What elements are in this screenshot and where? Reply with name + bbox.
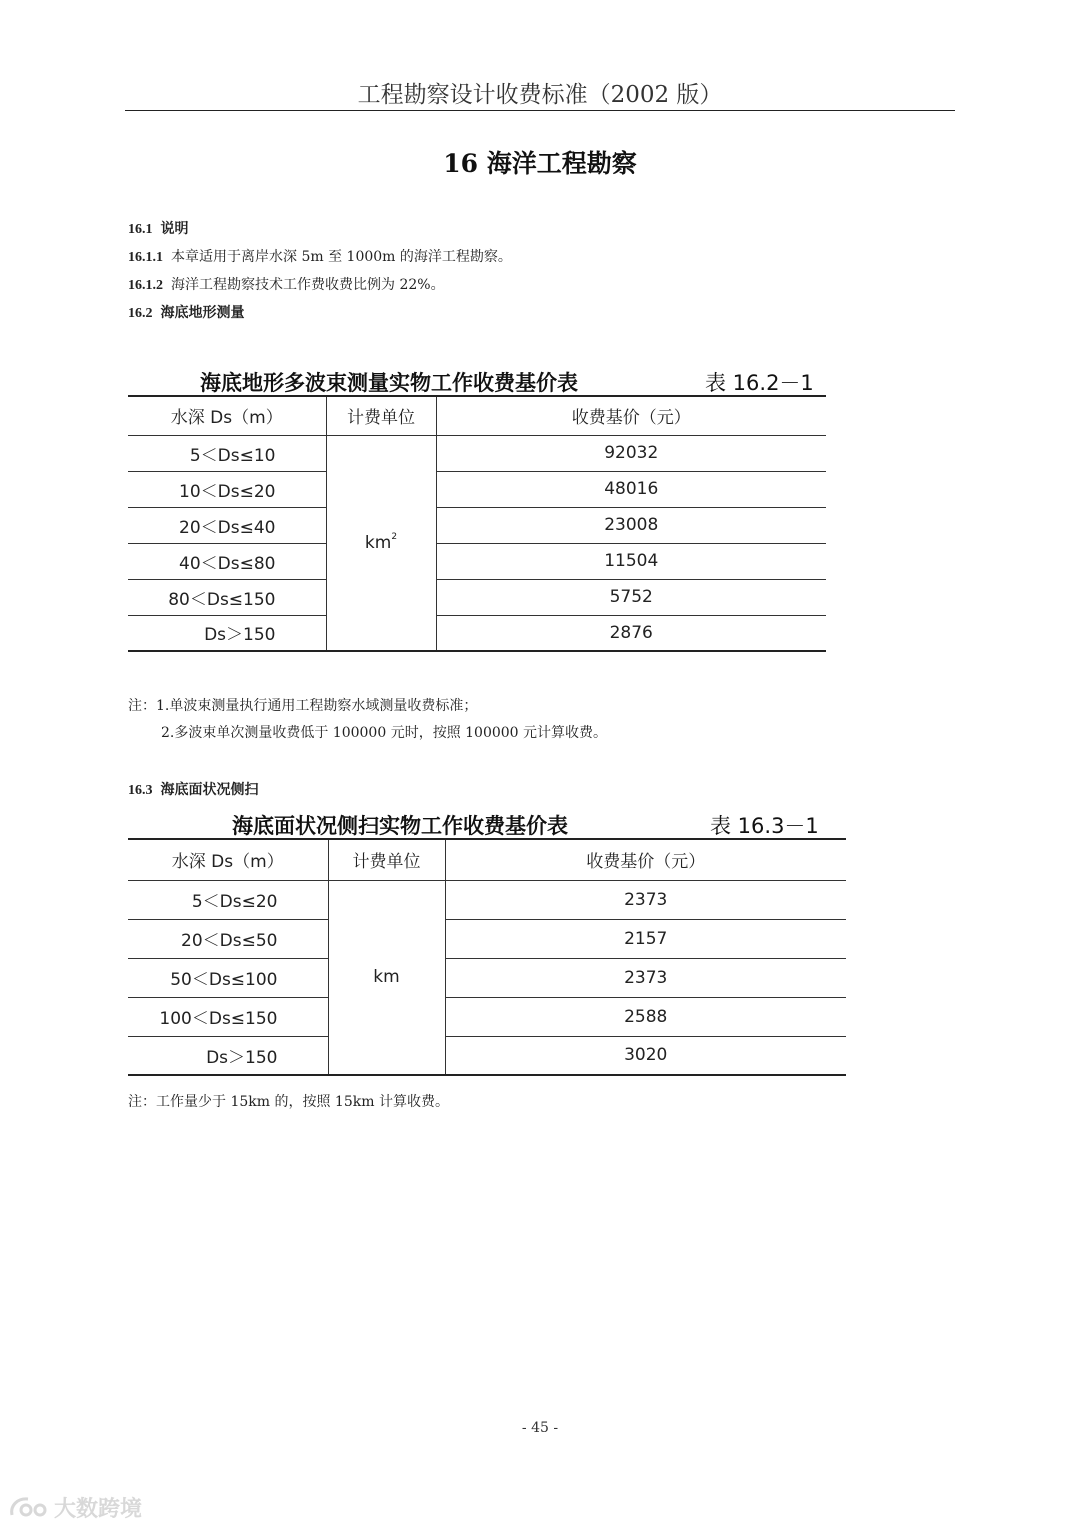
unit-cell: km (328, 880, 445, 1075)
running-header: 工程勘察设计收费标准（2002 版） (357, 82, 723, 108)
price-cell: 2373 (624, 889, 668, 910)
table-row (128, 435, 826, 471)
unit-text: km (364, 533, 392, 554)
table1-note-1: 注：1.单波束测量执行通用工程勘察水域测量收费标准； (128, 698, 478, 714)
price-cell: 2876 (609, 622, 653, 643)
unit-superscript: 2 (391, 532, 398, 543)
table-row (128, 919, 846, 958)
clause-16-1-2 (128, 274, 445, 294)
depth-cell: 80＜Ds≤150 (128, 579, 326, 615)
clause-text: 本章适用于离岸水深 5m 至 1000m 的海洋工程勘察。 (171, 249, 512, 265)
header-depth: 水深 Ds（m） (128, 396, 326, 435)
header-depth: 水深 Ds（m） (128, 839, 328, 880)
watermark (8, 1492, 142, 1523)
table1-header-row (128, 396, 826, 435)
price-cell: 23008 (604, 515, 659, 535)
depth-cell: 100＜Ds≤150 (128, 997, 328, 1036)
section-heading: 海底地形测量 (160, 305, 245, 321)
table-row (128, 507, 826, 543)
clause-16-1-1 (128, 246, 512, 266)
price-cell: 2373 (624, 967, 668, 988)
clause-text: 海洋工程勘察技术工作费收费比例为 22%。 (171, 277, 445, 293)
table2-header-row (128, 839, 846, 880)
depth-cell: 20＜Ds≤40 (128, 507, 326, 543)
depth-cell: 20＜Ds≤50 (128, 919, 328, 958)
table-row (128, 543, 826, 579)
section-number: 16.1 (128, 222, 153, 237)
table-row (128, 1036, 846, 1075)
clause-number: 16.1.1 (128, 250, 163, 265)
header-price: 收费基价（元） (571, 408, 691, 429)
section-number: 16.3 (128, 783, 153, 798)
table-row (128, 615, 826, 651)
table1-number: 表 16.2－1 (705, 371, 814, 395)
depth-cell: Ds＞150 (128, 615, 326, 651)
table-row (128, 997, 846, 1036)
price-cell: 2157 (624, 928, 668, 949)
table2-number: 表 16.3－1 (710, 814, 819, 838)
section-number: 16.2 (128, 306, 153, 321)
table-row (128, 880, 846, 919)
table-row (128, 471, 826, 507)
depth-cell: 10＜Ds≤20 (128, 471, 326, 507)
section-16-3 (128, 779, 259, 799)
section-heading: 海底面状况侧扫 (160, 782, 259, 798)
header-price: 收费基价（元） (586, 852, 706, 873)
section-16-2 (128, 302, 245, 322)
depth-cell: 40＜Ds≤80 (128, 543, 326, 579)
table-row (128, 958, 846, 997)
table2 (128, 838, 846, 1076)
table2-note: 注：工作量少于 15km 的，按照 15km 计算收费。 (128, 1094, 449, 1110)
table1-caption: 海底地形多波束测量实物工作收费基价表 (200, 371, 578, 395)
price-cell: 5752 (609, 587, 653, 607)
price-cell: 2588 (624, 1006, 668, 1027)
unit-cell (326, 435, 436, 651)
watermark-logo-icon (8, 1495, 50, 1521)
depth-cell: Ds＞150 (128, 1036, 328, 1075)
table1-note-2: 2.多波束单次测量收费低于 100000 元时，按照 100000 元计算收费。 (161, 725, 608, 741)
section-16-1 (128, 218, 189, 238)
clause-number: 16.1.2 (128, 278, 163, 293)
price-cell: 3020 (624, 1045, 668, 1066)
price-cell: 11504 (604, 551, 659, 571)
table-row (128, 579, 826, 615)
header-unit: 计费单位 (328, 839, 445, 880)
header-rule (125, 110, 955, 111)
depth-cell: 50＜Ds≤100 (128, 958, 328, 997)
depth-cell: 5＜Ds≤10 (128, 435, 326, 471)
price-cell: 92032 (604, 443, 659, 463)
header-unit: 计费单位 (326, 396, 436, 435)
table1 (128, 395, 826, 652)
page-number: - 45 - (521, 1420, 559, 1436)
price-cell: 48016 (604, 479, 659, 499)
section-heading: 说明 (160, 221, 189, 237)
depth-cell: 5＜Ds≤20 (128, 880, 328, 919)
table2-caption: 海底面状况侧扫实物工作收费基价表 (232, 814, 568, 838)
chapter-title: 16 海洋工程勘察 (443, 149, 637, 178)
watermark-text: 大数跨境 (54, 1497, 143, 1522)
